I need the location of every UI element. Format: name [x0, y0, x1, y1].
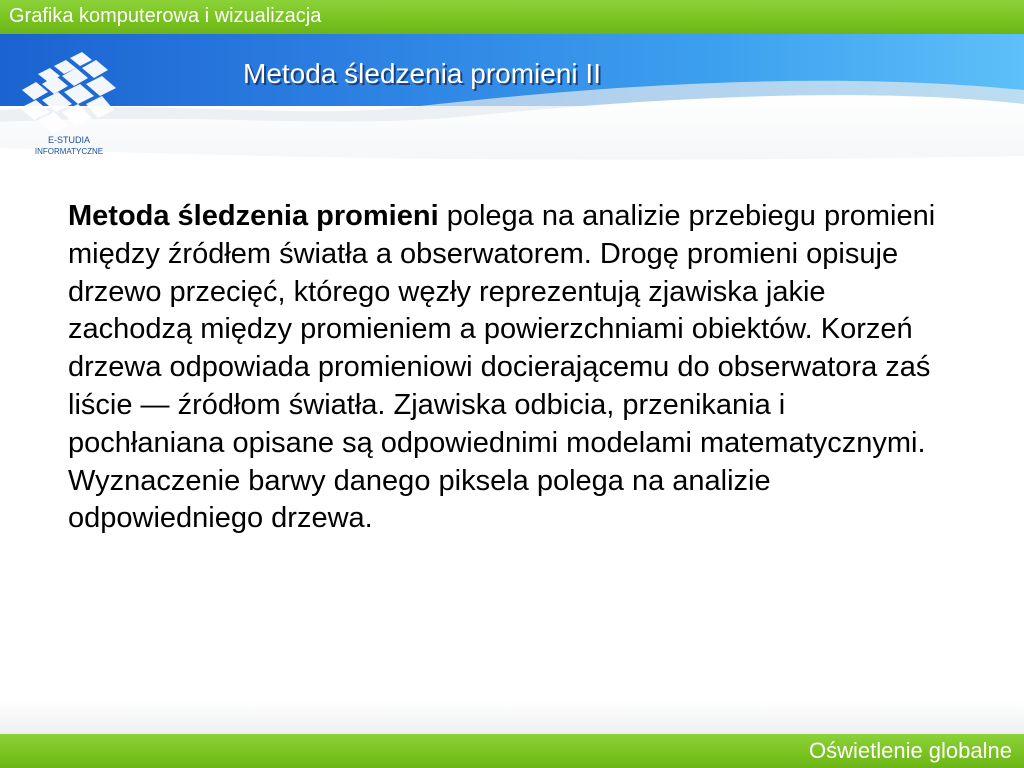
- body-paragraph: polega na analizie przebiegu promieni między źródłem światła a obserwatorem. Drogę promieni opisuje drzewo przecięć, którego węzły reprezentują zjawiska jakie zachodzą między promieniem a powierzchniami obiektów. Korzeń drzewa odpowiada promieniowi docierającemu do obserwatora zaś liście — źródłom światła. Zjawiska odbicia, przenikania i pochłaniana opisane są odpowiednimi modelami matematycznymi. Wyznaczenie barwy danego piksela polega na analizie odpowiedniego drzewa.: [68, 200, 936, 535]
- logo-line-2: INFORMATYCZNE: [34, 147, 104, 156]
- top-bar: [0, 0, 1024, 34]
- bottom-bar: [0, 734, 1024, 768]
- course-title: Grafika komputerowa i wizualizacja: [9, 5, 322, 27]
- slide-body: [68, 198, 948, 538]
- topic-title: Oświetlenie globalne: [808, 738, 1012, 763]
- body-lead-term: Metoda śledzenia promieni: [68, 200, 439, 232]
- footer-fade: [0, 700, 1024, 734]
- e-studia-logo: [14, 40, 124, 165]
- slide-title: Metoda śledzenia promieni II: [243, 58, 601, 89]
- logo-line-1: E-STUDIA: [47, 135, 91, 145]
